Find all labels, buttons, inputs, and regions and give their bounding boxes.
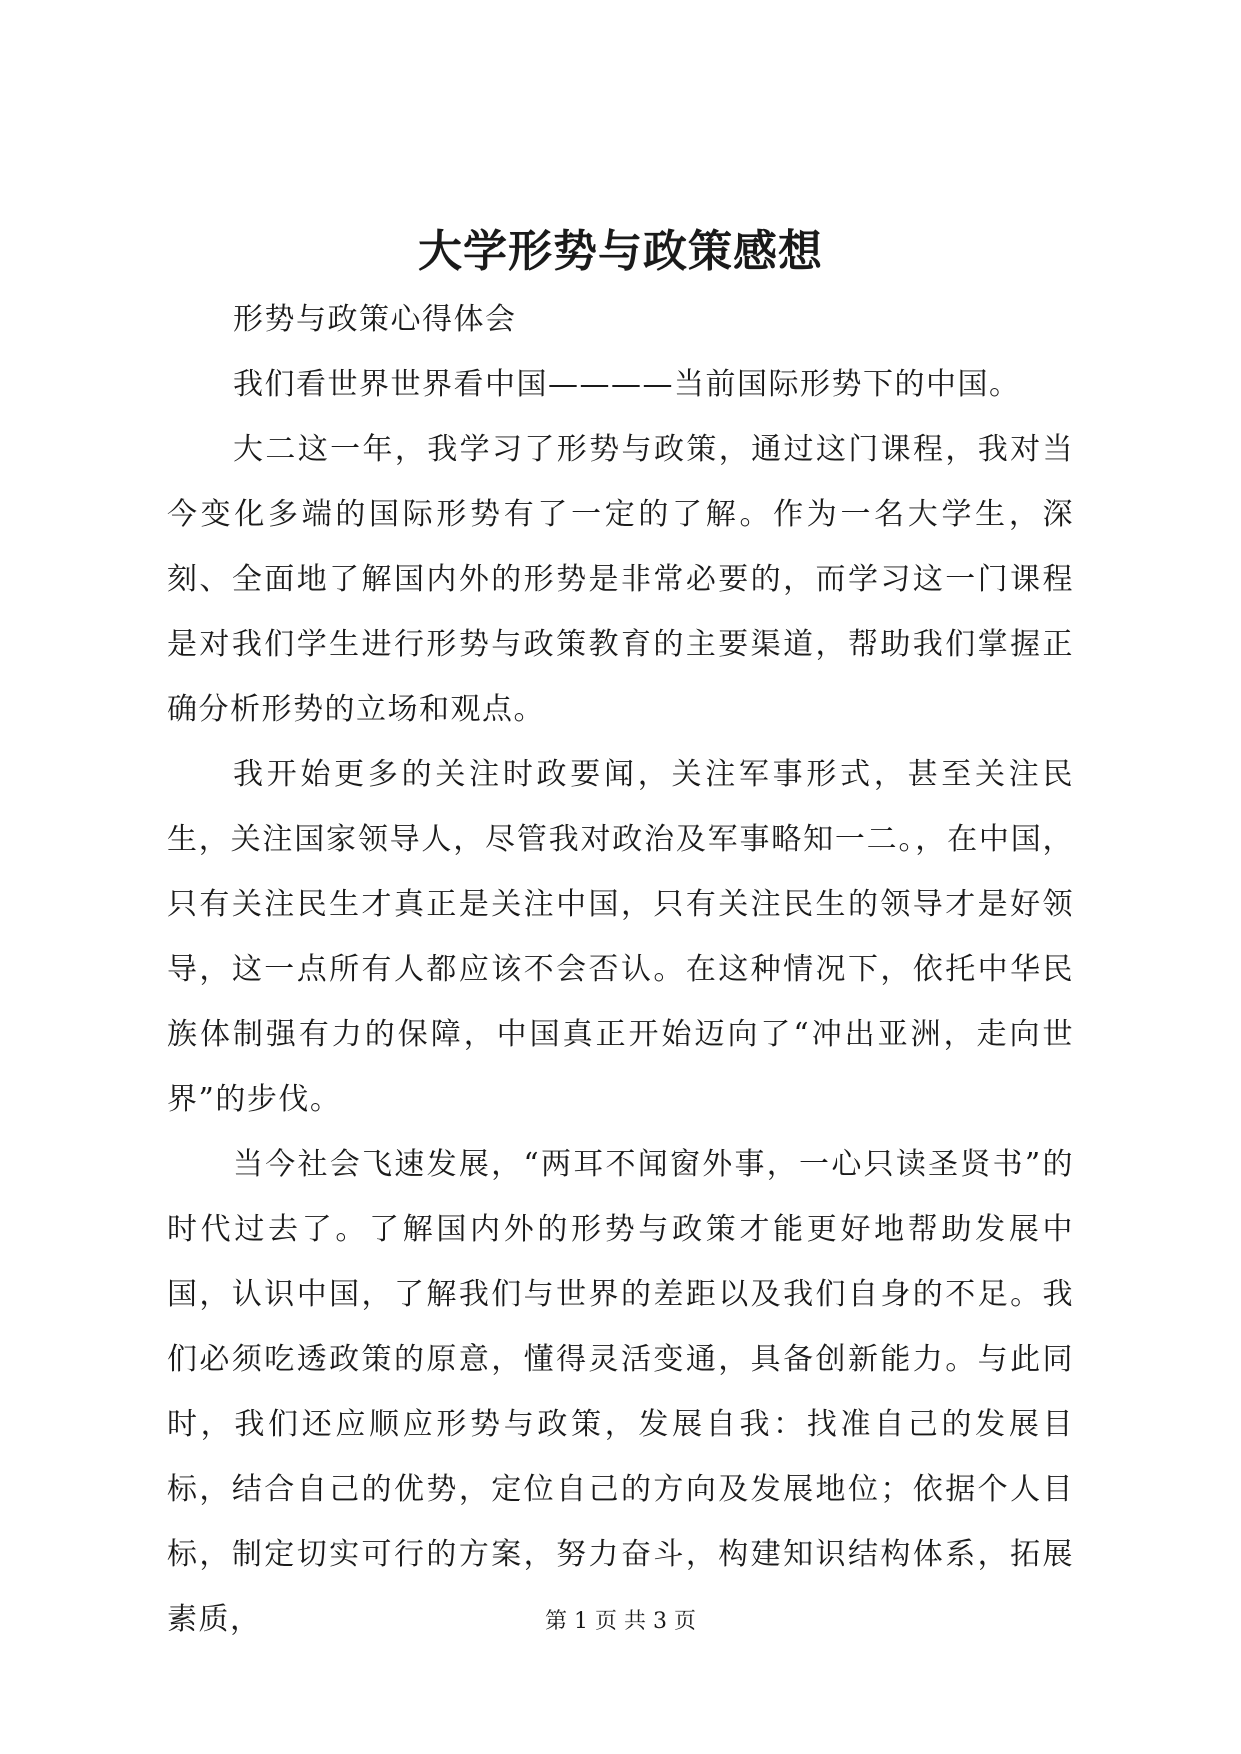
paragraph-theme: 我们看世界世界看中国————当前国际形势下的中国。 [233, 367, 1021, 402]
document-body [167, 287, 1074, 1652]
paragraph-subtitle: 形势与政策心得体会 [233, 302, 517, 337]
paragraph-body: 大二这一年，我学习了形势与政策，通过这门课程，我对当今变化多端的国际形势有了一定的了解。作为一名大学生，深刻、全面地了解国内外的形势是非常必要的，而学习这一门课程是对我们学生进行形势与政策教育的主要渠道，帮助我们掌握正确分析形势的立场和观点。 [167, 432, 1074, 727]
document-title: 大学形势与政策感想 [418, 226, 823, 277]
paragraph-body: 我开始更多的关注时政要闻，关注军事形式，甚至关注民生，关注国家领导人，尽管我对政治及军事略知一二。，在中国，只有关注民生才真正是关注中国，只有关注民生的领导才是好领导，这一点所有人都应该不会否认。在这种情况下，依托中华民族体制强有力的保障，中国真正开始迈向了“冲出亚洲，走向世界”的步伐。 [167, 757, 1074, 1117]
paragraph-body: 当今社会飞速发展，“两耳不闻窗外事，一心只读圣贤书”的时代过去了。了解国内外的形势与政策才能更好地帮助发展中国，认识中国，了解我们与世界的差距以及我们自身的不足。我们必须吃透政策的原意，懂得灵活变通，具备创新能力。与此同时，我们还应顺应形势与政策，发展自我：找准自己的发展目标，结合自己的优势，定位自己的方向及发展地位；依据个人目标，制定切实可行的方案，努力奋斗，构建知识结构体系，拓展素质， [167, 1147, 1074, 1637]
page-footer: 第 1 页 共 3 页 [545, 1609, 696, 1634]
